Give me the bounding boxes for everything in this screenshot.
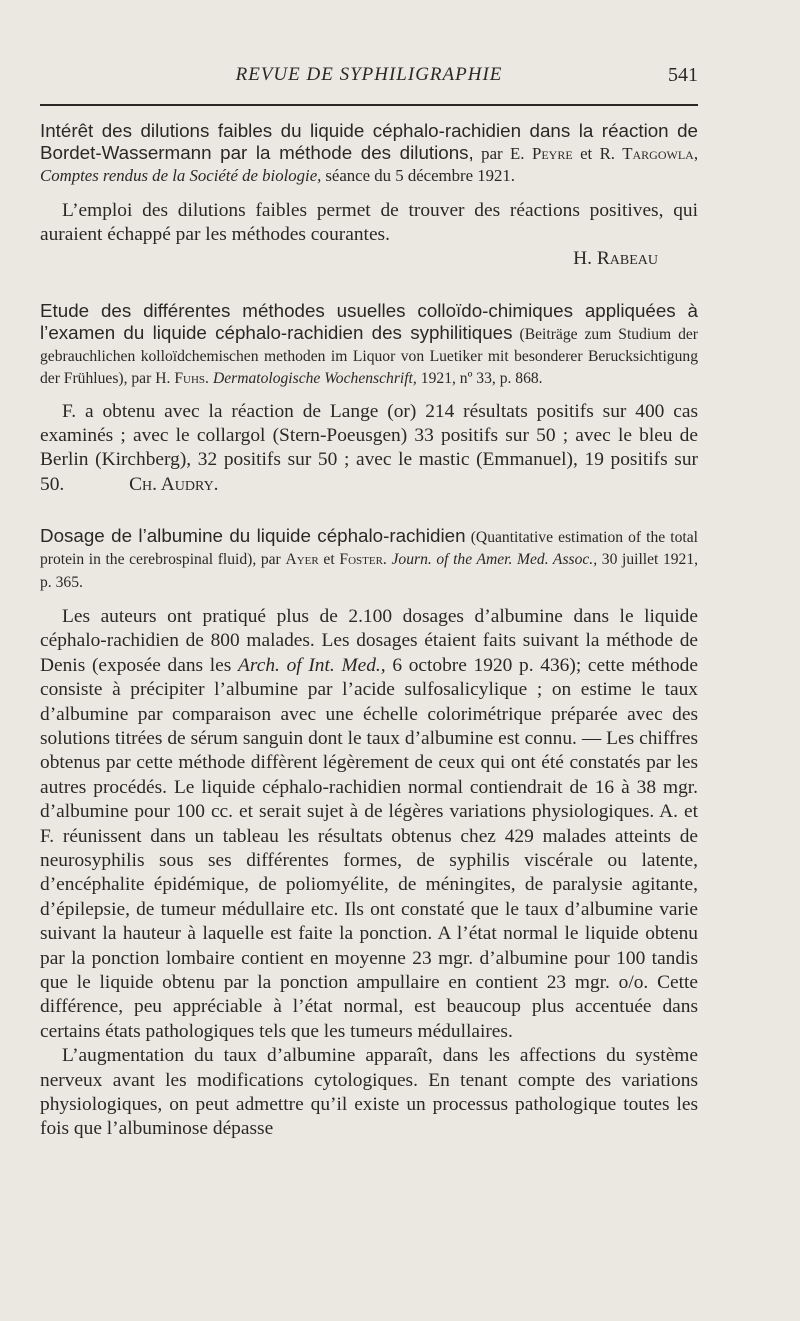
entry-2-heading bbox=[40, 300, 698, 391]
entry-1-ref-tail: séance du 5 décembre 1921. bbox=[325, 166, 515, 186]
entry-1-author-2: R. Targowla, bbox=[599, 144, 699, 164]
entry-3-body-1-ref: Arch. of Int. Med., bbox=[238, 654, 386, 676]
entry-1-ref-and: et bbox=[580, 144, 593, 164]
running-title: REVUE DE SYPHILIGRAPHIE bbox=[235, 64, 503, 85]
entry-1-heading bbox=[40, 120, 698, 188]
entry-3-heading bbox=[40, 525, 698, 594]
entry-1-body: L’emploi des dilutions faibles permet de trouver des réactions positives, qui auraient échappé par les méthodes courantes. bbox=[40, 199, 698, 246]
entry-3-author-2: Foster. bbox=[339, 551, 387, 569]
page-number: 541 bbox=[668, 64, 698, 86]
entry-1 bbox=[40, 120, 698, 272]
entry-3-body-1-a: Les auteurs ont pratiqué plus de 2.100 dosages d’albumine dans le liquide céphalo-rachidien de 800 malades. Les dosages étaient faits suivant la méthode de Denis (exposée dans les bbox=[40, 605, 698, 676]
entry-3-body-2: L’augmentation du taux d’albumine apparaît, dans les affections du système nerveux avant les modifications cytologiques. En tenant compte des variations physiologiques, on peut admettre qu’il existe un processus pathologique toutes les fois que l’albuminose dépasse bbox=[40, 1045, 698, 1140]
entry-2-journal: Dermatologische Wochenschrift, bbox=[212, 370, 417, 388]
entry-2-title: Etude des différentes méthodes usuelles colloïdo-chimiques appliquées à l’examen du liquide céphalo-rachidien des syphilitiques bbox=[40, 299, 698, 344]
entry-3-title: Dosage de l’albumine du liquide céphalo-rachidien bbox=[40, 525, 466, 547]
entry-1-signature: H. Rabeau bbox=[573, 248, 658, 270]
entry-2-subtitle: (Beiträge zum Studium der gebrauchlichen kolloïdchemischen methoden im Liquor von Luetiker mit besonderer Berucksichtigung der Frühlues), par bbox=[40, 326, 698, 388]
entry-3-subtitle: (Quantitative estimation of the total protein in the cerebrospinal fluid), par bbox=[40, 529, 698, 569]
entry-2 bbox=[40, 300, 698, 497]
running-header bbox=[40, 62, 698, 92]
page bbox=[40, 62, 698, 1142]
entry-3 bbox=[40, 525, 698, 1142]
entry-2-body-paragraph bbox=[40, 400, 698, 498]
entry-2-ref-tail: 1921, nº 33, p. 868. bbox=[420, 370, 543, 388]
entry-2-body: F. a obtenu avec la réaction de Lange (or) 214 résultats positifs sur 400 cas examinés ; avec le collargol (Stern-Poeusgen) 33 positifs sur 50 ; avec le bleu de Berlin (Kirchberg), 32 positifs sur 50 ; avec le mastic (Emmanuel), 19 positifs sur 50. bbox=[40, 400, 698, 495]
entry-3-journal: Journ. of the Amer. Med. Assoc., bbox=[391, 551, 598, 569]
header-rule bbox=[40, 104, 698, 106]
entry-1-ref-by: par bbox=[481, 144, 503, 164]
entry-1-author-1: E. Peyre bbox=[510, 144, 573, 164]
entry-1-title: Intérêt des dilutions faibles du liquide céphalo-rachidien dans la réaction de Bordet-Wassermann par la méthode des dilutions, bbox=[40, 120, 698, 164]
entry-3-body-1 bbox=[40, 605, 698, 1044]
entry-2-author: H. Fuhs. bbox=[155, 370, 209, 388]
entry-3-ref-tail: 30 juillet 1921, p. 365. bbox=[40, 551, 699, 591]
entry-3-author-1: Ayer bbox=[285, 551, 319, 569]
entry-2-signature: Ch. Audry. bbox=[129, 473, 219, 495]
entry-3-body-1-b: 6 octobre 1920 p. 436); cette méthode consiste à précipiter l’albumine par l’acide sulfosalicylique ; on estime le taux d’albumine par comparaison avec une échelle colorimétrique préparée avec des solutions titrées de sérum sanguin dont le taux d’albumine est connu. — Les chiffres obtenus par cette méthode diffèrent légèrement de ceux qui ont été constatés par les autres procédés. Le liquide céphalo-rachidien normal contiendrait de 16 à 38 mgr. d’albumine pour 100 cc. et serait sujet à de légères variations physiologiques. A. et F. réunissent dans un tableau les résultats obtenus chez 429 malades atteints de neurosyphilis sous ses différentes formes, de syphilis viscérale ou latente, d’encéphalite épidémique, de poliomyélite, de méningites, de paralysie agitante, d’épilepsie, de tumeur médullaire etc. Ils ont constaté que le taux d’albumine varie suivant la hauteur à laquelle est faite la ponction. A l’état normal le liquide obtenu par la ponction lombaire contient en moyenne 23 mgr. d’albumine pour 100 tandis que le liquide obtenu par la ponction ampullaire en contient 23 mgr. o/o. Cette différence, peu appréciable à l’état normal, est beaucoup plus accentuée dans certains états pathologiques tels que les tumeurs médullaires. bbox=[40, 654, 698, 1042]
entry-1-journal: Comptes rendus de la Société de biologie, bbox=[40, 166, 322, 186]
entry-3-ref-and: et bbox=[323, 551, 335, 569]
